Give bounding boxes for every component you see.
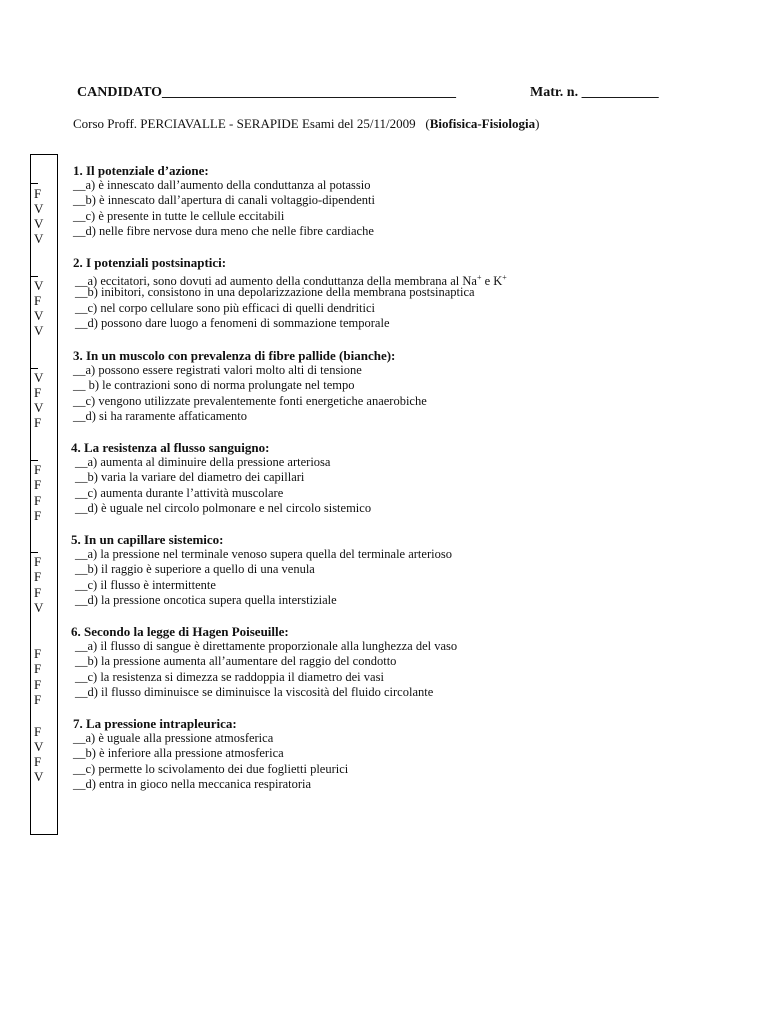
option-c[interactable]: __c) la resistenza si dimezza se raddoppia il diametro dei vasi — [75, 669, 384, 684]
question-5 — [73, 532, 713, 609]
answer-divider — [30, 368, 38, 369]
question-title: 5. In un capillare sistemico: — [71, 532, 224, 547]
option-b[interactable]: __ b) le contrazioni sono di norma prolungate nel tempo — [73, 378, 355, 393]
answer-divider — [30, 552, 38, 553]
answer-q2-c: V — [34, 308, 44, 323]
answer-q5-a: F — [34, 554, 42, 569]
question-1 — [73, 163, 713, 240]
answer-divider — [30, 276, 38, 277]
answer-q1-c: V — [34, 216, 44, 231]
option-d[interactable]: __d) nelle fibre nervose dura meno che nelle fibre cardiache — [73, 224, 374, 239]
option-d[interactable]: __d) è uguale nel circolo polmonare e nel circolo sistemico — [75, 501, 372, 516]
answer-q2-d: V — [34, 323, 44, 338]
option-a[interactable]: __a) aumenta al diminuire della pressione arteriosa — [75, 455, 331, 469]
answer-q7-b: V — [34, 739, 44, 754]
question-title: 7. La pressione intrapleurica: — [73, 716, 237, 731]
option-b[interactable]: __b) è innescato dall’apertura di canali voltaggio-dipendenti — [73, 193, 375, 208]
answer-q5-d: V — [34, 600, 44, 615]
answer-q5-c: F — [34, 585, 42, 600]
answer-q2-b: F — [34, 293, 42, 308]
answer-q1-d: V — [34, 231, 44, 246]
option-a[interactable]: __a) la pressione nel terminale venoso supera quella del terminale arterioso — [75, 547, 452, 561]
option-a[interactable]: __a) è uguale alla pressione atmosferica — [73, 731, 274, 745]
option-c[interactable]: __c) aumenta durante l’attività muscolare — [75, 485, 284, 500]
question-title: 4. La resistenza al flusso sanguigno: — [71, 440, 270, 455]
question-6 — [73, 624, 713, 701]
option-b[interactable]: __b) è inferiore alla pressione atmosferica — [73, 746, 284, 761]
option-b[interactable]: __b) il raggio è superiore a quello di una venula — [75, 562, 315, 577]
answer-q7-d: V — [34, 769, 44, 784]
option-b[interactable]: __b) varia la variare del diametro dei capillari — [75, 470, 305, 485]
answer-q4-b: F — [34, 477, 42, 492]
candidate-header — [77, 85, 677, 105]
answer-divider — [30, 183, 38, 184]
answer-q6-b: F — [34, 661, 42, 676]
answer-q7-c: F — [34, 754, 42, 769]
question-title: 3. In un muscolo con prevalenza di fibre pallide (bianche): — [73, 348, 396, 363]
course-subject: Biofisica-Fisiologia — [429, 116, 536, 131]
answer-q1-b: V — [34, 201, 44, 216]
answer-key-column — [30, 154, 58, 835]
answer-q6-d: F — [34, 692, 42, 707]
option-a[interactable]: __a) il flusso di sangue è direttamente proporzionale alla lunghezza del vaso — [75, 639, 458, 653]
option-c[interactable]: __c) è presente in tutte le cellule eccitabili — [73, 208, 285, 223]
option-a[interactable]: __a) è innescato dall’aumento della conduttanza al potassio — [73, 178, 371, 192]
answer-q3-c: V — [34, 400, 44, 415]
option-c[interactable]: __c) il flusso è intermittente — [75, 577, 216, 592]
matriculation-field[interactable]: Matr. n. ___________ — [530, 85, 659, 100]
question-7 — [73, 716, 713, 793]
option-a-text: __a) eccitatori, sono dovuti ad aumento della conduttanza della membrana al Na — [75, 274, 477, 289]
answer-q1-a: F — [34, 186, 42, 201]
answer-q4-d: F — [34, 508, 42, 523]
answer-q3-a: V — [34, 370, 44, 385]
question-4 — [73, 440, 713, 517]
question-2 — [73, 255, 713, 332]
option-d[interactable]: __d) si ha raramente affaticamento — [73, 409, 247, 424]
option-d[interactable]: __d) la pressione oncotica supera quella interstiziale — [75, 593, 337, 608]
option-a[interactable]: __a) possono essere registrati valori molto alti di tensione — [73, 363, 362, 377]
option-b[interactable]: __b) la pressione aumenta all’aumentare del raggio del condotto — [75, 654, 397, 669]
option-c[interactable]: __c) vengono utilizzate prevalentemente fonti energetiche anaerobiche — [73, 393, 427, 408]
answer-q7-a: F — [34, 724, 42, 739]
answer-q4-c: F — [34, 493, 42, 508]
candidate-field[interactable]: CANDIDATO__________________________________________ — [77, 85, 457, 100]
answer-q4-a: F — [34, 462, 42, 477]
answer-q3-b: F — [34, 385, 42, 400]
option-d[interactable]: __d) possono dare luogo a fenomeni di sommazione temporale — [75, 316, 390, 331]
option-d[interactable]: __d) il flusso diminuisce se diminuisce la viscosità del fluido circolante — [75, 685, 434, 700]
question-title: 2. I potenziali postsinaptici: — [73, 255, 227, 270]
option-b[interactable]: __b) inibitori, consistono in una depolarizzazione della membrana postsinaptica — [75, 285, 475, 300]
option-a[interactable]: __a) eccitatori, sono dovuti ad aumento della conduttanza della membrana al Na+ e K+ — [75, 273, 507, 289]
course-prefix: Corso Proff. PERCIAVALLE - SERAPIDE Esami del 25/11/2009 — [73, 116, 416, 131]
question-3 — [73, 348, 713, 425]
question-title: 6. Secondo la legge di Hagen Poiseuille: — [71, 624, 289, 639]
option-d[interactable]: __d) entra in gioco nella meccanica respiratoria — [73, 777, 312, 792]
option-c[interactable]: __c) nel corpo cellulare sono più efficaci di quelli dendritici — [75, 300, 376, 315]
option-c[interactable]: __c) permette lo scivolamento dei due foglietti pleurici — [73, 761, 349, 776]
answer-q3-d: F — [34, 415, 42, 430]
course-info: Corso Proff. PERCIAVALLE - SERAPIDE Esami del 25/11/2009 (Biofisica-Fisiologia) — [73, 116, 540, 131]
answer-q5-b: F — [34, 569, 42, 584]
answer-divider — [30, 460, 38, 461]
answer-q6-a: F — [34, 646, 42, 661]
answer-q2-a: V — [34, 278, 44, 293]
option-a-text-cont: e K — [481, 274, 503, 289]
answer-q6-c: F — [34, 677, 42, 692]
question-title: 1. Il potenziale d’azione: — [73, 163, 209, 178]
